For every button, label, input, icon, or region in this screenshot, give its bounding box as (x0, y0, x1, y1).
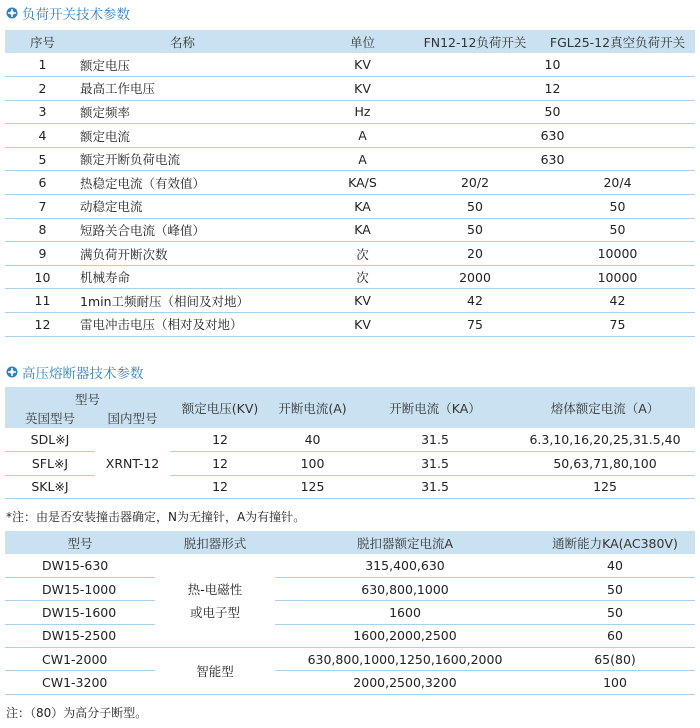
table-row (5, 624, 695, 647)
row-value-fn12: 20/2 (410, 171, 540, 195)
row-name: 额定开断负荷电流 (80, 147, 315, 171)
table-row (5, 195, 695, 219)
row-melt: 6.3,10,16,20,25,31.5,40 (515, 428, 695, 452)
row-trip-current: 630,800,1000,1250,1600,2000 (275, 648, 535, 671)
row-no: 6 (5, 171, 80, 195)
header-break: 开断电流（KA） (355, 387, 515, 428)
table-header-row (5, 387, 695, 408)
row-capacity: 40 (535, 554, 695, 577)
row-value: 50 (410, 100, 695, 124)
header-fn12: FN12-12负荷开关 (410, 30, 540, 53)
row-unit: 次 (315, 242, 410, 266)
row-name: 额定频率 (80, 100, 315, 124)
row-value-fn12: 2000 (410, 265, 540, 289)
section-title-load-switch (6, 3, 130, 23)
row-name: 短路关合电流（峰值） (80, 218, 315, 242)
row-name: 满负荷开断次数 (80, 242, 315, 266)
row-cn-model: XRNT-12 (95, 428, 170, 499)
row-name: 最高工作电压 (80, 77, 315, 101)
row-no: 1 (5, 53, 80, 77)
row-trip-type: 或电子型 (189, 605, 240, 621)
row-value: 12 (410, 77, 695, 101)
table-row (5, 577, 695, 600)
table-row (5, 289, 695, 313)
table-row (5, 242, 695, 266)
row-en-model: SKL※J (5, 475, 95, 499)
header-current: 开断电流(A) (270, 387, 355, 428)
breaker-note: 注：（80）为高分子断型。 (6, 706, 148, 720)
flower-bullet-icon (6, 366, 18, 378)
row-name: 机械寿命 (80, 265, 315, 289)
row-no: 10 (5, 265, 80, 289)
row-capacity: 50 (535, 601, 695, 624)
flower-bullet-icon (6, 7, 18, 19)
row-unit: KV (315, 313, 410, 337)
row-value-fn12: 42 (410, 289, 540, 313)
table-row (5, 671, 695, 694)
row-model: DW15-1000 (5, 577, 155, 600)
row-value: 630 (410, 124, 695, 148)
row-value: 630 (410, 147, 695, 171)
row-capacity: 100 (535, 671, 695, 694)
section-title-fuse (6, 362, 144, 382)
header-no: 序号 (5, 30, 80, 53)
row-trip-type: 智能型 (155, 648, 275, 695)
fuse-note: *注：由是否安装撞击器确定，N为无撞针，A为有撞针。 (6, 510, 306, 524)
row-trip-current: 2000,2500,3200 (275, 671, 535, 694)
table-header-row (5, 30, 695, 53)
row-trip-current: 1600 (275, 601, 535, 624)
row-trip-type: 热-电磁性 (187, 582, 243, 598)
row-name: 1min工频耐压（相间及对地） (80, 289, 315, 313)
row-value-fgl25: 10000 (540, 242, 695, 266)
row-value-fgl25: 50 (540, 195, 695, 219)
row-unit: Hz (315, 100, 410, 124)
header-unit: 单位 (315, 30, 410, 53)
row-value-fgl25: 10000 (540, 265, 695, 289)
row-model: DW15-630 (5, 554, 155, 577)
row-break: 31.5 (355, 452, 515, 476)
header-trip-current: 脱扣器额定电流A (275, 531, 535, 554)
section-title-text: 负荷开关技术参数 (22, 7, 130, 23)
table-row (5, 171, 695, 195)
row-unit: A (315, 124, 410, 148)
row-trip-current: 1600,2000,2500 (275, 624, 535, 647)
row-en-model: SDL※J (5, 428, 95, 452)
header-name: 名称 (80, 30, 315, 53)
row-value-fgl25: 50 (540, 218, 695, 242)
row-model: CW1-3200 (5, 671, 155, 694)
table-header-row (5, 531, 695, 554)
row-no: 4 (5, 124, 80, 148)
header-model: 型号 (5, 531, 155, 554)
row-name: 雷电冲击电压（相对及对地） (80, 313, 315, 337)
row-value-fn12: 50 (410, 218, 540, 242)
section-title-text: 高压熔断器技术参数 (22, 366, 144, 382)
row-trip-type (155, 624, 275, 647)
table-row (5, 648, 695, 671)
row-capacity: 60 (535, 624, 695, 647)
load-switch-table (5, 30, 695, 337)
row-melt: 125 (515, 475, 695, 499)
row-no: 12 (5, 313, 80, 337)
header-trip-type: 脱扣器形式 (155, 531, 275, 554)
table-row (5, 601, 695, 624)
header-cn-model: 国内型号 (95, 408, 170, 428)
row-break: 31.5 (355, 475, 515, 499)
row-unit: KV (315, 77, 410, 101)
row-break: 31.5 (355, 428, 515, 452)
row-no: 2 (5, 77, 80, 101)
table-row (5, 147, 695, 171)
row-model: CW1-2000 (5, 648, 155, 671)
row-no: 8 (5, 218, 80, 242)
row-name: 动稳定电流 (80, 195, 315, 219)
header-fgl25: FGL25-12真空负荷开关 (540, 30, 695, 53)
header-voltage: 额定电压(KV) (170, 387, 270, 428)
header-melt: 熔体额定电流（A） (515, 387, 695, 428)
header-capacity: 通断能力KA(AC380V) (535, 531, 695, 554)
row-no: 7 (5, 195, 80, 219)
row-voltage: 12 (170, 452, 270, 476)
row-unit: KA (315, 218, 410, 242)
row-name: 热稳定电流（有效值） (80, 171, 315, 195)
fuse-table (5, 387, 695, 499)
row-unit: 次 (315, 265, 410, 289)
row-name: 额定电压 (80, 53, 315, 77)
table-row (5, 554, 695, 577)
row-voltage: 12 (170, 428, 270, 452)
table-row (5, 218, 695, 242)
row-value-fgl25: 42 (540, 289, 695, 313)
table-row (5, 428, 695, 452)
row-unit: KA (315, 195, 410, 219)
row-melt: 50,63,71,80,100 (515, 452, 695, 476)
header-model: 型号 (5, 387, 170, 408)
header-en-model: 英国型号 (5, 408, 95, 428)
row-name: 额定电流 (80, 124, 315, 148)
row-model: DW15-1600 (5, 601, 155, 624)
row-value-fgl25: 20/4 (540, 171, 695, 195)
row-trip-type (155, 554, 275, 577)
row-voltage: 12 (170, 475, 270, 499)
row-no: 9 (5, 242, 80, 266)
row-capacity: 65(80) (535, 648, 695, 671)
row-value-fgl25: 75 (540, 313, 695, 337)
row-unit: A (315, 147, 410, 171)
row-value-fn12: 50 (410, 195, 540, 219)
table-row (5, 77, 695, 101)
table-row (5, 124, 695, 148)
row-value: 10 (410, 53, 695, 77)
row-current: 40 (270, 428, 355, 452)
row-unit: KA/S (315, 171, 410, 195)
row-current: 125 (270, 475, 355, 499)
row-model: DW15-2500 (5, 624, 155, 647)
row-no: 11 (5, 289, 80, 313)
table-row (5, 313, 695, 337)
table-row (5, 53, 695, 77)
row-en-model: SFL※J (5, 452, 95, 476)
table-row (5, 265, 695, 289)
table-row (5, 100, 695, 124)
row-value-fn12: 75 (410, 313, 540, 337)
row-no: 5 (5, 147, 80, 171)
row-unit: KV (315, 53, 410, 77)
row-unit: KV (315, 289, 410, 313)
row-no: 3 (5, 100, 80, 124)
row-capacity: 50 (535, 577, 695, 600)
row-value-fn12: 20 (410, 242, 540, 266)
row-trip-current: 630,800,1000 (275, 577, 535, 600)
row-current: 100 (270, 452, 355, 476)
row-trip-current: 315,400,630 (275, 554, 535, 577)
breaker-table (5, 531, 695, 695)
